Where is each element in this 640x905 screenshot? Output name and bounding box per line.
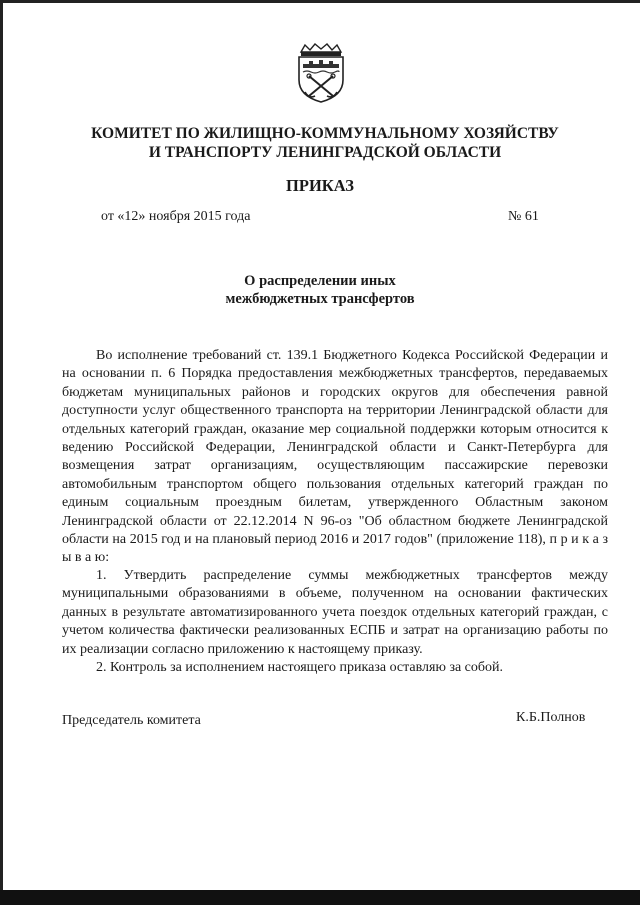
leningrad-oblast-coat-of-arms-icon	[295, 42, 347, 104]
order-subject-line-1: О распределении иных	[244, 273, 396, 289]
preamble-paragraph: Во исполнение требований ст. 139.1 Бюджетного Кодекса Российской Федерации и на основании п. 6 Порядка предоставления межбюджетных трансфертов, передаваемых бюджетам муниципальных районов и городских округов для обеспечения равной доступности услуг общественного транспорта на территории Ленинградской области для отдельных категорий граждан, оказание мер социальной поддержки которым относится к ведению Российской Федерации, Ленинградской области и Санкт-Петербурга для возмещения затрат организациям, осуществляющим пассажирские перевозки автомобильным транспортом общего пользования отдельных категорий граждан по единым социальным проездным билетам, утвержденного Областным законом Ленинградской области от 22.12.2014 N 96-оз "Об областном бюджете Ленинградской области на 2015 год и на плановый период 2016 и 2017 годов" (приложение 118), п р и к а з ы в а ю:	[62, 348, 608, 566]
organization-title	[60, 124, 590, 162]
order-number: № 61	[508, 209, 539, 224]
order-subject-line-2: межбюджетных трансфертов	[225, 291, 415, 307]
scan-border-top	[0, 0, 640, 3]
signer-name: К.Б.Полнов	[516, 710, 586, 725]
order-items	[62, 567, 608, 677]
order-item-1: 1. Утвердить распределение суммы межбюджетных трансфертов между муниципальными образованиями в объеме, полученном на основании фактических данных в результате автоматизированного учета поездок отдельных категорий граждан, с учетом количества фактически реализованных ЕСПБ и затрат на организацию работы по их реализации согласно приложению к настоящему приказу.	[62, 568, 608, 657]
organization-title-line-2: И ТРАНСПОРТУ ЛЕНИНГРАДСКОЙ ОБЛАСТИ	[148, 144, 502, 161]
order-subject	[170, 272, 470, 308]
scan-border-left	[0, 0, 3, 905]
document-type-title: ПРИКАЗ	[286, 176, 354, 195]
scan-border-bottom	[0, 890, 640, 905]
signer-role: Председатель комитета	[62, 713, 201, 728]
organization-title-line-1: КОМИТЕТ ПО ЖИЛИЩНО-КОММУНАЛЬНОМУ ХОЗЯЙСТВУ	[91, 125, 559, 142]
order-date: от «12» ноября 2015 года	[101, 209, 251, 224]
order-item-2: 2. Контроль за исполнением настоящего приказа оставляю за собой.	[96, 660, 504, 676]
